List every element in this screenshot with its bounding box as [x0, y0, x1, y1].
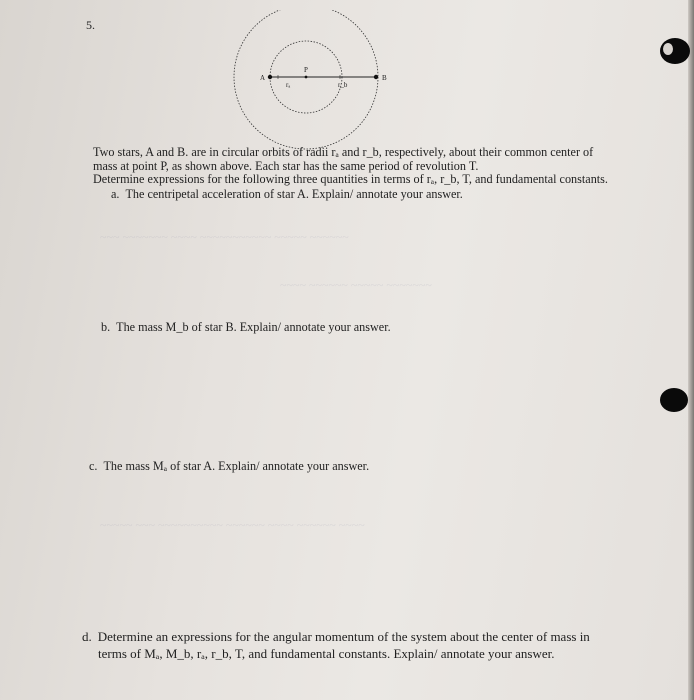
problem-line: Determine expressions for the following three quantities in terms of rₐ, r_b, T, and fundamental constants. — [93, 172, 608, 186]
part-b-text: The mass M_b of star B. Explain/ annotate your answer. — [116, 320, 391, 334]
bleed-through-text: ~~~~~ ~~~ ~~~~~~~~~~ ~~~~~~ ~~~~ ~~~~~~ ~~~~ — [100, 518, 365, 532]
binder-hole-middle — [660, 388, 688, 412]
part-c — [89, 459, 629, 474]
bleed-through-text: ~~~ ~~~~~~~ ~~~~ ~~~~~~~~~~~ ~~~~~ ~~~~~~ — [100, 230, 349, 244]
center-of-mass-dot — [305, 76, 308, 79]
part-c-label: c. — [89, 459, 98, 473]
part-c-text: The mass Mₐ of star A. Explain/ annotate your answer. — [103, 459, 370, 473]
label-star-b: B — [382, 74, 387, 82]
part-a-label: a. — [111, 187, 120, 201]
question-number: 5. — [86, 18, 95, 32]
part-d-text-line2: terms of Mₐ, M_b, rₐ, r_b, T, and fundamental constants. Explain/ annotate your answer. — [98, 646, 555, 661]
label-point-p: P — [304, 66, 308, 74]
star-a-dot — [268, 75, 272, 79]
binder-hole-top — [660, 38, 690, 64]
label-radius-b: r_b — [338, 81, 348, 89]
label-radius-a: rₐ — [286, 81, 291, 89]
part-d-text-line1: Determine an expressions for the angular momentum of the system about the center of mass in — [97, 629, 590, 644]
orbit-diagram — [220, 10, 400, 150]
part-d-label: d. — [82, 629, 92, 644]
part-b — [101, 320, 641, 335]
part-a-text: The centripetal acceleration of star A. Explain/ annotate your answer. — [125, 187, 463, 201]
orbit-b-circle — [234, 10, 378, 149]
problem-line: Two stars, A and B. are in circular orbits of radii rₐ and r_b, respectively, about their common center of — [93, 145, 594, 159]
part-a — [111, 187, 651, 202]
part-d — [82, 628, 662, 662]
page-edge — [688, 0, 694, 700]
label-star-a: A — [260, 74, 266, 82]
problem-line: mass at point P, as shown above. Each star has the same period of revolution T. — [93, 158, 479, 173]
star-b-dot — [374, 75, 378, 79]
problem-statement — [93, 146, 653, 187]
bleed-through-text: ~~~~ ~~~~~~ ~~~~~ ~~~~~~~ — [280, 278, 432, 292]
part-b-label: b. — [101, 320, 111, 334]
